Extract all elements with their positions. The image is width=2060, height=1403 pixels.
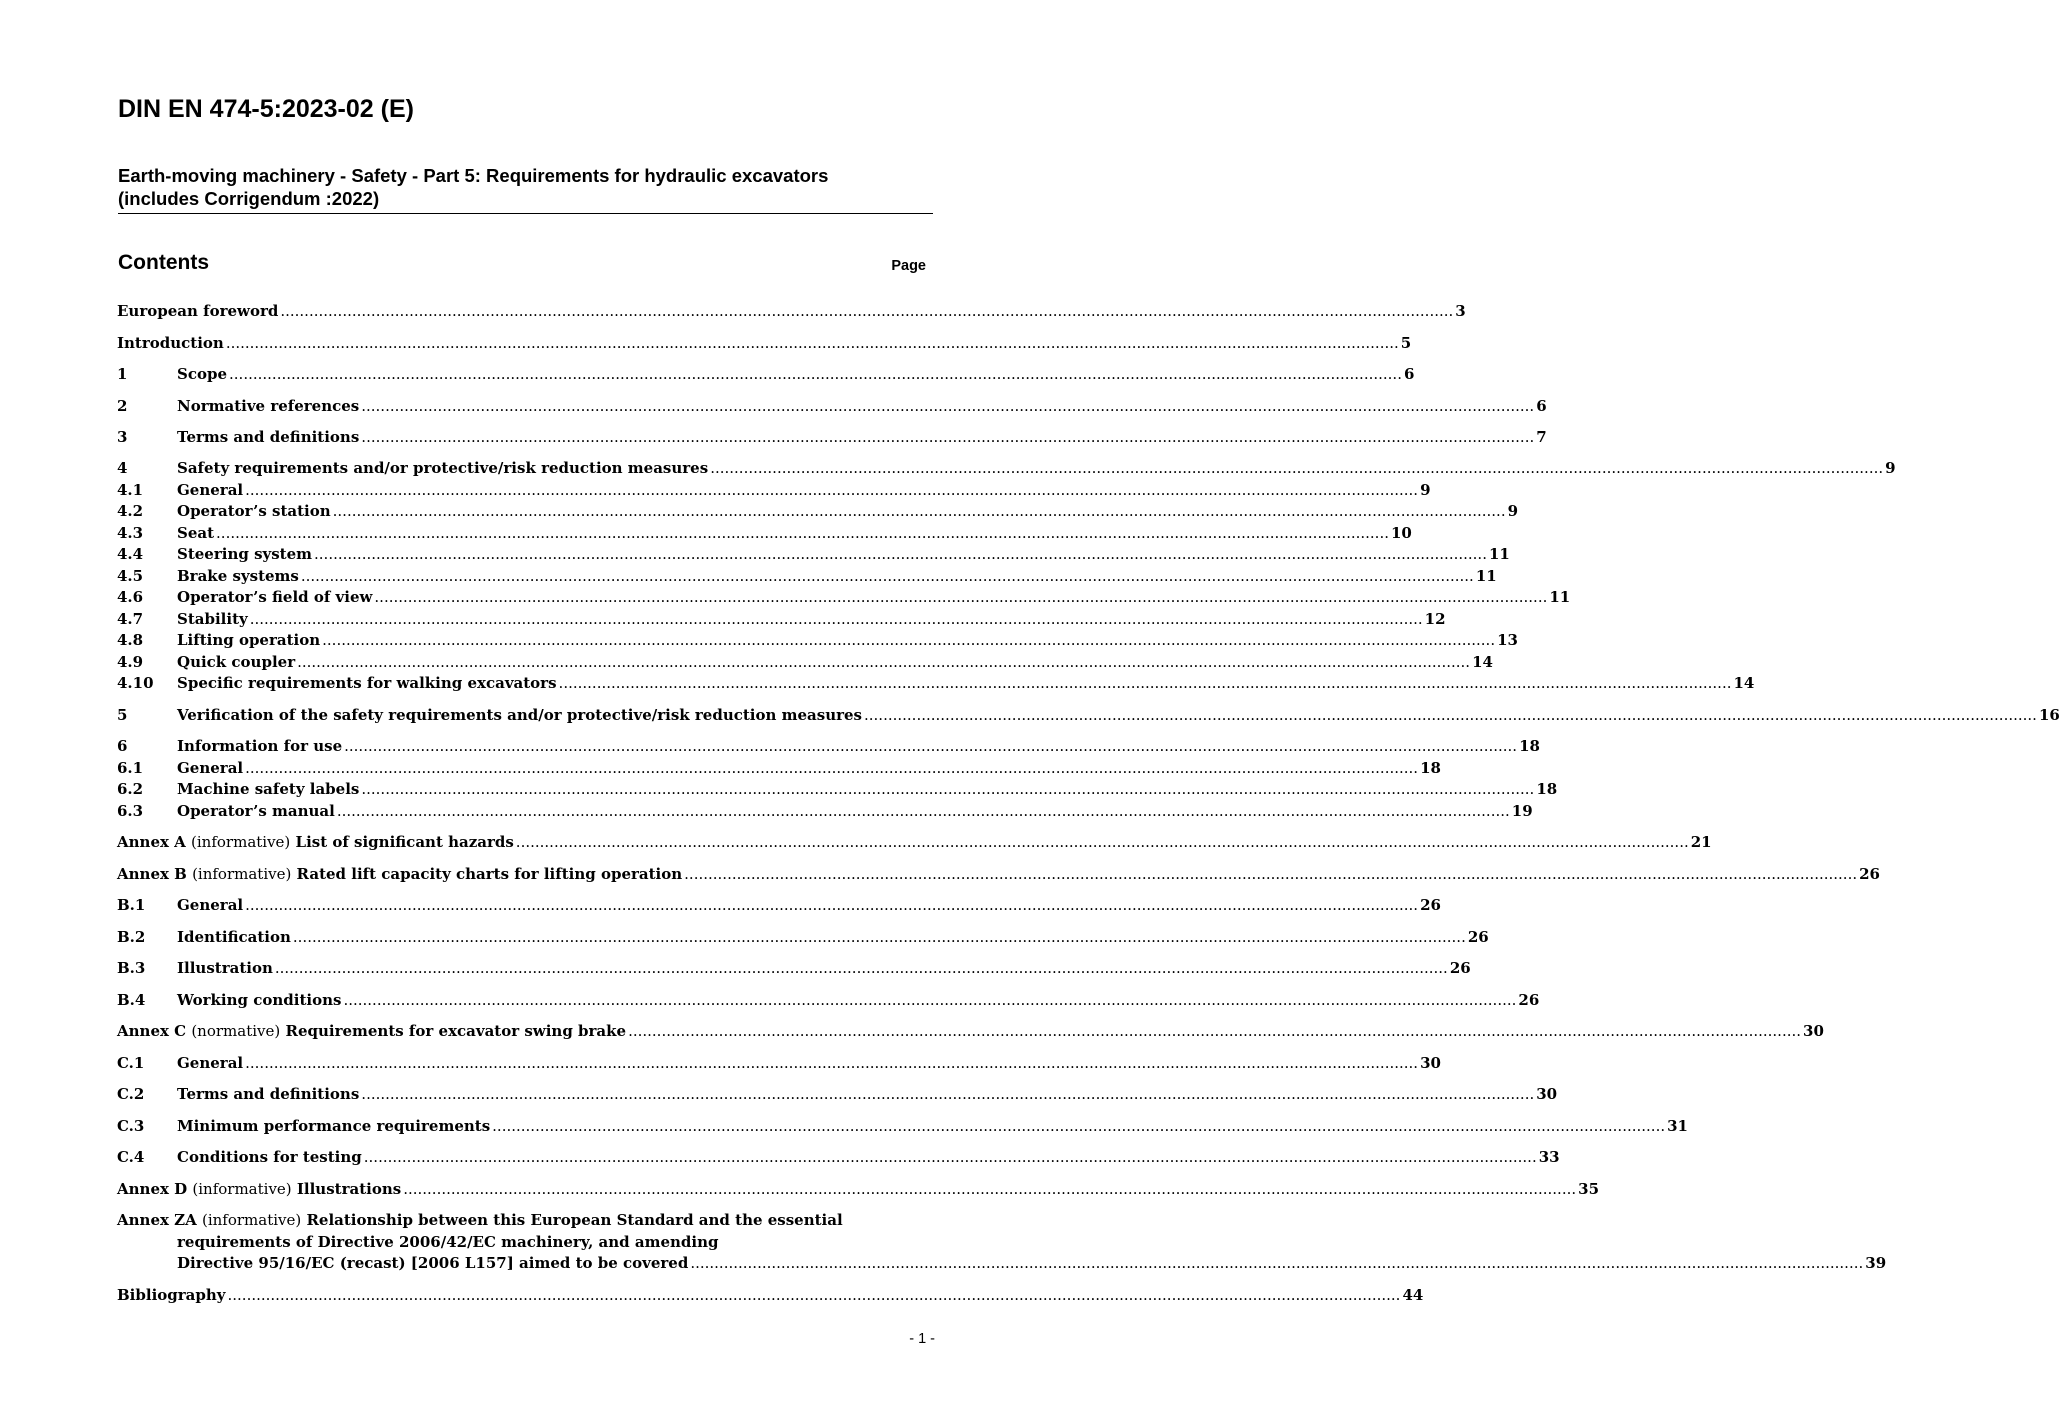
toc-entry[interactable] — [117, 427, 1547, 449]
toc-dot-leader — [333, 501, 1506, 523]
toc-annex-type: (informative) — [201, 1211, 302, 1229]
toc-entry-title: General — [177, 759, 244, 777]
toc-entry-page: 30 — [1420, 1054, 1441, 1072]
toc-entry-title — [117, 1021, 626, 1043]
toc-annex-title: Illustrations — [291, 1180, 402, 1198]
toc-annex-label: Annex D — [117, 1180, 193, 1198]
toc-entry-number: 6 — [117, 737, 128, 755]
toc-entry-number: 6.1 — [117, 759, 144, 777]
toc-entry-number: 4.8 — [117, 631, 144, 649]
toc-dot-leader — [361, 779, 1534, 801]
toc-entry[interactable] — [117, 609, 1446, 631]
toc-entry[interactable] — [117, 652, 1493, 674]
toc-entry-title: Seat — [177, 524, 215, 542]
toc-entry[interactable] — [117, 458, 1896, 480]
toc-entry-annex-za[interactable] — [117, 1210, 1887, 1275]
toc-annex-title: Requirements for excavator swing brake — [280, 1022, 627, 1040]
toc-entry-page: 26 — [1859, 865, 1880, 883]
toc-entry-title: Normative references — [177, 397, 360, 415]
toc-entry-title: Terms and definitions — [177, 428, 360, 446]
toc-entry-number: B.1 — [117, 896, 146, 914]
toc-entry-number: 4.6 — [117, 588, 144, 606]
toc-entry-title: Specific requirements for walking excavators — [177, 674, 557, 692]
toc-dot-leader — [364, 1147, 1537, 1169]
toc-entry[interactable] — [117, 736, 1540, 758]
toc-dot-leader — [361, 427, 1534, 449]
toc-dot-leader — [226, 333, 1399, 355]
toc-entry-page: 26 — [1420, 896, 1441, 914]
toc-entry[interactable] — [117, 990, 1540, 1012]
toc-entry-number: 2 — [117, 397, 128, 415]
toc-dot-leader — [228, 1285, 1401, 1307]
toc-entry-page: 35 — [1578, 1180, 1600, 1198]
toc-entry-title — [117, 864, 682, 886]
toc-entry-page: 26 — [1449, 959, 1471, 977]
toc-entry-title: Illustration — [177, 959, 273, 977]
toc-entry-page: 13 — [1497, 631, 1518, 649]
toc-dot-leader — [559, 673, 1732, 695]
toc-dot-leader — [337, 801, 1510, 823]
toc-dot-leader — [322, 630, 1495, 652]
toc-entry-page: 21 — [1690, 833, 1712, 851]
toc-dot-leader — [297, 652, 1470, 674]
page-column-label: Page — [891, 258, 926, 274]
toc-entry-bibliography[interactable] — [117, 1285, 1424, 1307]
toc-dot-leader — [403, 1179, 1576, 1201]
toc-dot-leader — [245, 758, 1418, 780]
toc-entry-number: 4.3 — [117, 524, 144, 542]
toc-annex-type: (informative) — [192, 865, 292, 883]
toc-dot-leader — [710, 458, 1883, 480]
toc-entry-page: 31 — [1667, 1117, 1688, 1135]
toc-entry-page: 30 — [1536, 1085, 1558, 1103]
toc-entry-number: C.1 — [117, 1054, 145, 1072]
toc-entry-number: 4.5 — [117, 567, 144, 585]
toc-entry[interactable] — [117, 958, 1471, 980]
toc-entry[interactable] — [117, 333, 1412, 355]
toc-entry-number: C.3 — [117, 1117, 145, 1135]
toc-entry-title: General — [177, 481, 244, 499]
toc-entry-page: 18 — [1519, 737, 1540, 755]
toc-entry-title: Stability — [177, 610, 248, 628]
toc-entry-number: C.4 — [117, 1148, 145, 1166]
toc-entry-number: 4.9 — [117, 653, 144, 671]
toc-entry-title — [117, 832, 514, 854]
toc-entry-title: Quick coupler — [177, 653, 296, 671]
toc-entry-page: 9 — [1507, 502, 1519, 520]
toc-entry-page: 16 — [2038, 706, 2060, 724]
toc-dot-leader — [344, 736, 1517, 758]
toc-entry-page: 39 — [1865, 1254, 1887, 1272]
toc-entry[interactable] — [117, 1179, 1600, 1201]
toc-entry[interactable] — [117, 801, 1533, 823]
toc-dot-leader — [293, 927, 1466, 949]
toc-dot-leader — [314, 544, 1487, 566]
toc-entry[interactable] — [117, 895, 1441, 917]
toc-entry-title: Steering system — [177, 545, 313, 563]
toc-entry-number: 6.2 — [117, 780, 144, 798]
toc-annex-za-line-1 — [117, 1210, 930, 1232]
toc-entry-number: B.3 — [117, 959, 146, 977]
toc-entry-page: 9 — [1885, 459, 1896, 477]
toc-annex-title: Rated lift capacity charts for lifting operation — [291, 865, 683, 883]
toc-entry-title: Safety requirements and/or protective/risk reduction measures — [177, 459, 709, 477]
subtitle-line-2: (includes Corrigendum :2022) — [118, 188, 380, 209]
toc-entry-page: 9 — [1420, 481, 1431, 499]
document-title: DIN EN 474-5:2023-02 (E) — [118, 95, 414, 123]
toc-entry-page: 18 — [1536, 780, 1558, 798]
toc-dot-leader — [245, 1053, 1418, 1075]
toc-dot-leader — [628, 1021, 1801, 1043]
toc-entry-title: Brake systems — [177, 567, 299, 585]
toc-annex-type: (informative) — [191, 833, 291, 851]
toc-entry-title — [117, 1179, 401, 1201]
toc-entry[interactable] — [117, 587, 1571, 609]
toc-dot-leader — [516, 832, 1689, 854]
toc-dot-leader — [301, 566, 1474, 588]
toc-entry-page: 3 — [1455, 302, 1466, 320]
toc-dot-leader — [492, 1116, 1665, 1138]
toc-entry-page: 26 — [1518, 991, 1540, 1009]
toc-entry-title: General — [177, 896, 244, 914]
toc-dot-leader — [361, 396, 1534, 418]
toc-annex-label: Annex A — [117, 833, 192, 851]
subtitle-line-1: Earth-moving machinery - Safety - Part 5: Requirements for hydraulic excavators — [118, 165, 829, 186]
toc-annex-title: List of significant hazards — [290, 833, 514, 851]
toc-dot-leader — [864, 705, 2037, 727]
toc-dot-leader — [250, 609, 1423, 631]
toc-entry[interactable] — [117, 673, 1755, 695]
toc-entry[interactable] — [117, 779, 1558, 801]
toc-entry-page: 11 — [1488, 545, 1510, 563]
toc-entry-page: 26 — [1467, 928, 1489, 946]
toc-entry-number: B.2 — [117, 928, 146, 946]
toc-annex-title: Relationship between this European Standard and the essential — [301, 1211, 843, 1229]
toc-entry[interactable] — [117, 864, 1880, 886]
toc-annex-za-line-3 — [117, 1253, 1887, 1275]
toc-entry[interactable] — [117, 501, 1519, 523]
toc-entry-page: 19 — [1511, 802, 1533, 820]
toc-entry-title: Introduction — [117, 334, 224, 352]
toc-dot-leader — [343, 990, 1516, 1012]
toc-annex-label: Annex ZA — [117, 1211, 202, 1229]
toc-entry[interactable] — [117, 364, 1415, 386]
toc-entry[interactable] — [117, 544, 1510, 566]
toc-entry[interactable] — [117, 758, 1441, 780]
toc-dot-leader — [275, 958, 1448, 980]
toc-entry-page: 30 — [1803, 1022, 1824, 1040]
toc-dot-leader — [280, 301, 1453, 323]
toc-entry-page: 14 — [1733, 674, 1755, 692]
toc-entry-number: B.4 — [117, 991, 146, 1009]
toc-entry[interactable] — [117, 1116, 1688, 1138]
toc-entry-title: Operator’s manual — [177, 802, 335, 820]
toc-entry-number: 4.7 — [117, 610, 144, 628]
toc-entry[interactable] — [117, 705, 2060, 727]
toc-entry-number: 3 — [117, 428, 128, 446]
contents-heading: Contents — [118, 251, 209, 274]
toc-entry-number: 4.1 — [117, 481, 144, 499]
toc-entry-number: 4.10 — [117, 674, 154, 692]
toc-entry-page: 6 — [1403, 365, 1415, 383]
toc-entry-page: 33 — [1538, 1148, 1560, 1166]
toc-dot-leader — [245, 480, 1418, 502]
toc-entry[interactable] — [117, 1053, 1441, 1075]
toc-entry-title: Lifting operation — [177, 631, 321, 649]
toc-entry-title: Minimum performance requirements — [177, 1117, 491, 1135]
toc-entry-page: 7 — [1536, 428, 1547, 446]
toc-annex-label: Annex B — [117, 865, 193, 883]
toc-entry[interactable] — [117, 1147, 1560, 1169]
toc-entry-title: Information for use — [177, 737, 343, 755]
toc-entry-number: 1 — [117, 365, 128, 383]
toc-entry-page: 44 — [1402, 1286, 1424, 1304]
toc-entry-page: 11 — [1475, 567, 1497, 585]
toc-entry-number: 4.2 — [117, 502, 144, 520]
toc-entry-page: 12 — [1424, 610, 1446, 628]
toc-entry-title: Conditions for testing — [177, 1148, 362, 1166]
toc-dot-leader — [229, 364, 1402, 386]
toc-dot-leader — [374, 587, 1547, 609]
toc-entry-title: Identification — [177, 928, 291, 946]
toc-annex-za-line-3-text: Directive 95/16/EC (recast) [2006 L157] aimed to be covered — [177, 1254, 689, 1272]
toc-entry-title: European foreword — [117, 302, 279, 320]
toc-entry-title: General — [177, 1054, 244, 1072]
toc-dot-leader — [361, 1084, 1534, 1106]
toc-entry[interactable] — [117, 301, 1466, 323]
toc-entry-title: Scope — [177, 365, 228, 383]
toc-entry[interactable] — [117, 1084, 1558, 1106]
toc-entry-page: 6 — [1536, 397, 1547, 415]
toc-entry-title: Operator’s field of view — [177, 588, 373, 606]
toc-entry[interactable] — [117, 927, 1489, 949]
toc-dot-leader — [684, 864, 1857, 886]
toc-entry[interactable] — [117, 832, 1712, 854]
toc-entry-number: 4 — [117, 459, 128, 477]
toc-entry-page: 5 — [1400, 334, 1412, 352]
toc-entry[interactable] — [117, 630, 1518, 652]
toc-entry-number: 4.4 — [117, 545, 144, 563]
toc-entry-number: 5 — [117, 706, 128, 724]
toc-entry-page: 14 — [1472, 653, 1493, 671]
toc-dot-leader — [690, 1253, 1863, 1275]
toc-entry-title: Terms and definitions — [177, 1085, 360, 1103]
toc-entry[interactable] — [117, 523, 1412, 545]
toc-entry-title: Verification of the safety requirements and/or protective/risk reduction measures — [177, 706, 862, 724]
toc-dot-leader — [245, 895, 1418, 917]
toc-annex-type: (normative) — [191, 1022, 281, 1040]
toc-entry-number: 6.3 — [117, 802, 144, 820]
toc-annex-type: (informative) — [192, 1180, 292, 1198]
toc-annex-label: Annex C — [117, 1022, 192, 1040]
toc-entry-title: Machine safety labels — [177, 780, 360, 798]
toc-entry[interactable] — [117, 396, 1547, 418]
toc-entry-page: 10 — [1390, 524, 1412, 542]
toc-annex-za-line-2: requirements of Directive 2006/42/EC machinery, and amending — [177, 1232, 719, 1251]
toc-entry-page: 18 — [1420, 759, 1441, 777]
toc-entry-page: 11 — [1549, 588, 1571, 606]
toc-entry-number: C.2 — [117, 1085, 145, 1103]
toc-entry-title: Operator’s station — [177, 502, 331, 520]
toc-entry-title: Working conditions — [177, 991, 342, 1009]
toc-dot-leader — [216, 523, 1389, 545]
toc-entry[interactable] — [117, 1021, 1824, 1043]
toc-entry[interactable] — [117, 480, 1431, 502]
toc-entry-title: Bibliography — [117, 1286, 226, 1304]
toc-entry[interactable] — [117, 566, 1497, 588]
page-number: - 1 - — [909, 1331, 935, 1347]
